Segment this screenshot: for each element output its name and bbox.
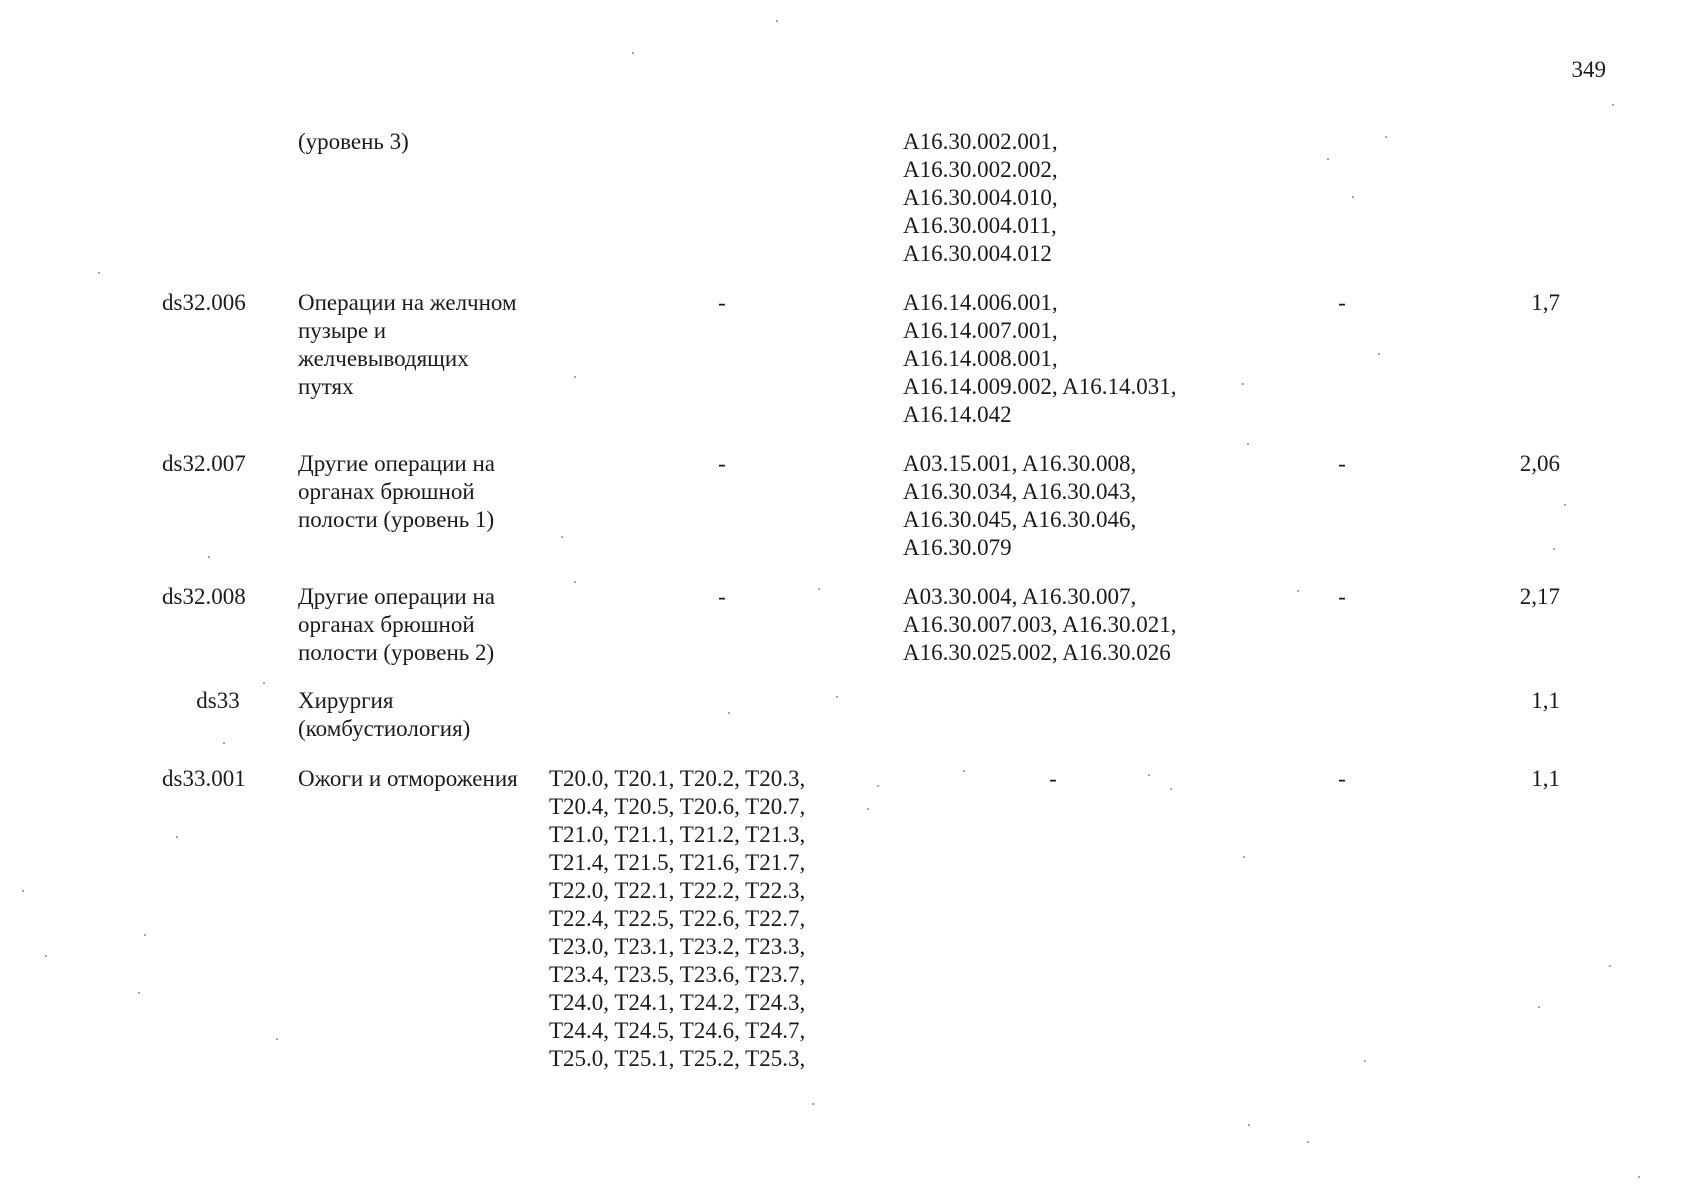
procedure-line: A16.14.006.001, bbox=[903, 290, 1058, 315]
group-name-line: Операции на желчном bbox=[298, 290, 517, 315]
group-name-line: Ожоги и отморожения bbox=[298, 766, 518, 791]
group-name-cell bbox=[298, 289, 548, 401]
procedures-cell bbox=[903, 583, 1263, 667]
diagnoses-dash: - bbox=[718, 451, 726, 476]
coefficient: 2,06 bbox=[1519, 451, 1560, 476]
diagnosis-line: T20.4, T20.5, T20.6, T20.7, bbox=[549, 794, 806, 819]
diagnosis-line: T24.4, T24.5, T24.6, T24.7, bbox=[549, 1018, 806, 1043]
diagnosis-line: T20.0, T20.1, T20.2, T20.3, bbox=[549, 766, 806, 791]
procedures-dash: - bbox=[1049, 766, 1057, 791]
procedure-line: A16.30.007.003, A16.30.021, bbox=[903, 612, 1177, 637]
diagnosis-line: T23.0, T23.1, T23.2, T23.3, bbox=[549, 934, 806, 959]
group-name-line: Другие операции на bbox=[298, 451, 496, 476]
group-name-line: Хирургия bbox=[298, 688, 394, 713]
group-name-line: органах брюшной bbox=[298, 479, 475, 504]
extra-criteria-dash: - bbox=[1338, 290, 1346, 315]
procedure-line: A16.14.009.002, A16.14.031, bbox=[903, 374, 1177, 399]
group-code: ds32.006 bbox=[162, 290, 246, 315]
procedure-line: A16.30.004.011, bbox=[903, 213, 1057, 238]
extra-criteria-dash: - bbox=[1338, 584, 1346, 609]
coefficient: 1,1 bbox=[1531, 688, 1560, 713]
group-code: ds32.007 bbox=[162, 451, 246, 476]
procedure-line: A16.30.002.002, bbox=[903, 157, 1058, 182]
diagnosis-line: T23.4, T23.5, T23.6, T23.7, bbox=[549, 962, 806, 987]
group-name-cell bbox=[298, 583, 548, 667]
group-name-line: Другие операции на bbox=[298, 584, 496, 609]
group-name-line: (уровень 3) bbox=[298, 129, 409, 154]
procedure-line: A03.15.001, A16.30.008, bbox=[903, 451, 1137, 476]
group-code: ds32.008 bbox=[162, 584, 246, 609]
group-code: ds33.001 bbox=[162, 766, 246, 791]
diagnosis-line: T24.0, T24.1, T24.2, T24.3, bbox=[549, 990, 806, 1015]
diagnosis-line: T21.0, T21.1, T21.2, T21.3, bbox=[549, 822, 806, 847]
diagnosis-line: T22.4, T22.5, T22.6, T22.7, bbox=[549, 906, 806, 931]
procedure-line: A16.30.002.001, bbox=[903, 129, 1058, 154]
diagnosis-line: T22.0, T22.1, T22.2, T22.3, bbox=[549, 878, 806, 903]
procedure-line: A03.30.004, A16.30.007, bbox=[903, 584, 1137, 609]
group-name-cell bbox=[298, 128, 548, 156]
group-name-line: полости (уровень 1) bbox=[298, 507, 495, 532]
procedure-line: A16.30.045, A16.30.046, bbox=[903, 507, 1137, 532]
coefficient: 2,17 bbox=[1519, 584, 1560, 609]
group-name-line: путях bbox=[298, 374, 354, 399]
procedures-cell bbox=[903, 128, 1263, 268]
coefficient: 1,1 bbox=[1531, 766, 1560, 791]
diagnoses-dash: - bbox=[718, 290, 726, 315]
procedure-line: A16.30.004.010, bbox=[903, 185, 1058, 210]
procedure-line: A16.14.007.001, bbox=[903, 318, 1058, 343]
group-name-cell bbox=[298, 687, 548, 743]
group-name-line: (комбустиология) bbox=[298, 716, 471, 741]
page-number: 349 bbox=[1571, 57, 1606, 82]
procedure-line: A16.14.008.001, bbox=[903, 346, 1058, 371]
diagnosis-line: T21.4, T21.5, T21.6, T21.7, bbox=[549, 850, 806, 875]
group-name-line: желчевыводящих bbox=[298, 346, 469, 371]
group-name-line: полости (уровень 2) bbox=[298, 640, 495, 665]
diagnoses-cell bbox=[549, 765, 849, 1073]
procedures-cell bbox=[903, 289, 1263, 429]
diagnoses-dash: - bbox=[718, 584, 726, 609]
coefficient: 1,7 bbox=[1531, 290, 1560, 315]
procedure-line: A16.14.042 bbox=[903, 402, 1012, 427]
procedure-line: A16.30.025.002, A16.30.026 bbox=[903, 640, 1171, 665]
extra-criteria-dash: - bbox=[1338, 451, 1346, 476]
group-name-line: пузыре и bbox=[298, 318, 387, 343]
group-name-line: органах брюшной bbox=[298, 612, 475, 637]
procedure-line: A16.30.004.012 bbox=[903, 241, 1052, 266]
procedure-line: A16.30.079 bbox=[903, 535, 1012, 560]
procedures-cell bbox=[903, 450, 1263, 562]
extra-criteria-dash: - bbox=[1338, 766, 1346, 791]
group-name-cell bbox=[298, 450, 548, 534]
diagnosis-line: T25.0, T25.1, T25.2, T25.3, bbox=[549, 1046, 806, 1071]
group-code: ds33 bbox=[196, 688, 240, 713]
procedure-line: A16.30.034, A16.30.043, bbox=[903, 479, 1137, 504]
